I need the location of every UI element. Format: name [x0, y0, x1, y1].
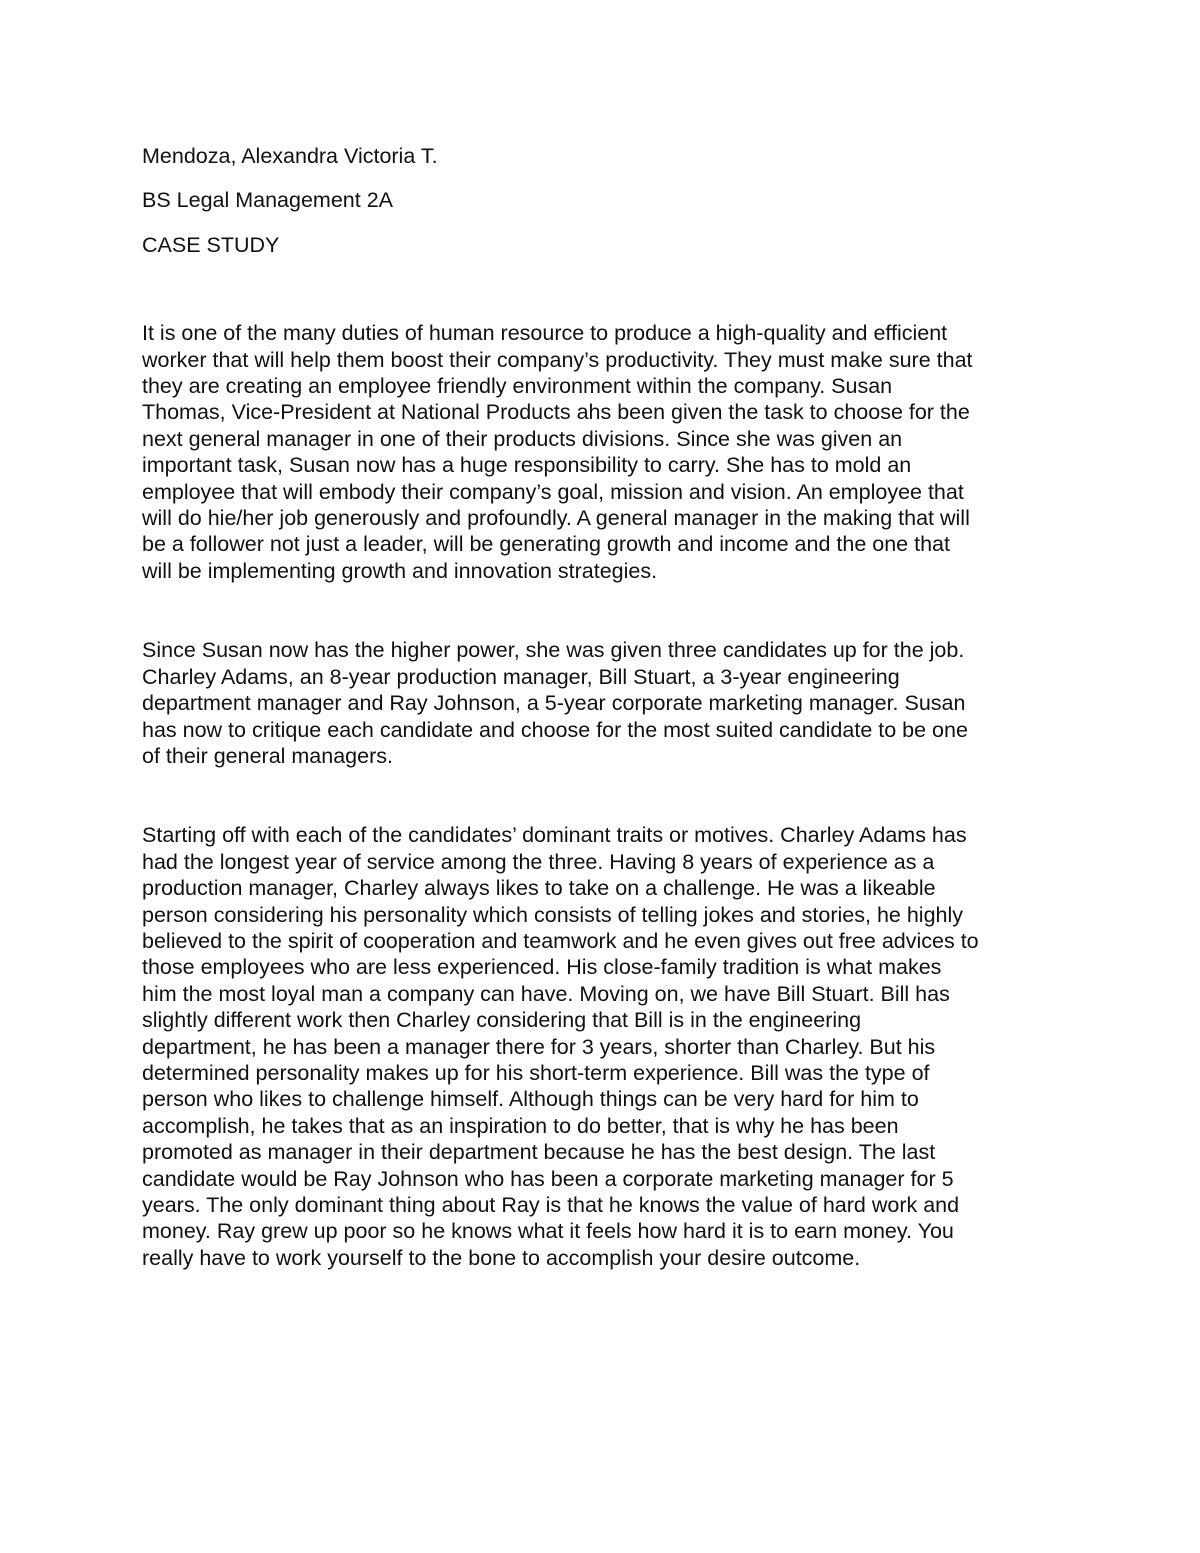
author-name: Mendoza, Alexandra Victoria T.: [142, 144, 438, 168]
paragraph-line: department, he has been a manager there for 3 years, shorter than Charley. But his: [142, 1034, 936, 1059]
paragraph-line: has now to critique each candidate and choose for the most suited candidate to be one: [142, 717, 968, 742]
paragraph-line: will do hie/her job generously and profoundly. A general manager in the making that will: [142, 506, 970, 531]
paragraph-line: of their general managers.: [142, 743, 393, 768]
course-section: BS Legal Management 2A: [142, 188, 393, 213]
paragraph-line: production manager, Charley always likes to take on a challenge. He was a likeable: [142, 876, 936, 901]
document-body: [142, 143, 1072, 1324]
paragraph-line: employee that will embody their company’s goal, mission and vision. An employee that: [142, 479, 964, 504]
paragraph-line: next general manager in one of their products divisions. Since she was given an: [142, 426, 903, 451]
paragraph-line: those employees who are less experienced. His close-family tradition is what makes: [142, 955, 942, 980]
document-header: [142, 143, 1072, 258]
paragraph-line: him the most loyal man a company can have. Moving on, we have Bill Stuart. Bill has: [142, 981, 950, 1006]
paragraph-line: money. Ray grew up poor so he knows what it feels how hard it is to earn money. You: [142, 1219, 954, 1244]
paragraph-line: department manager and Ray Johnson, a 5-year corporate marketing manager. Susan: [142, 691, 966, 716]
paragraph-line: person considering his personality which consists of telling jokes and stories, he highly: [142, 902, 964, 927]
paragraph-line: Charley Adams, an 8-year production manager, Bill Stuart, a 3-year engineering: [142, 664, 900, 689]
paragraph-line: It is one of the many duties of human resource to produce a high-quality and efficient: [142, 321, 948, 346]
paragraph-line: worker that will help them boost their company’s productivity. They must make sure that: [142, 347, 973, 372]
paragraph-line: candidate would be Ray Johnson who has been a corporate marketing manager for 5: [142, 1166, 954, 1191]
paragraph-line: accomplish, he takes that as an inspiration to do better, that is why he has been: [142, 1113, 899, 1138]
paragraph-2: [142, 637, 1072, 769]
paragraph-line: important task, Susan now has a huge responsibility to carry. She has to mold an: [142, 453, 912, 478]
paragraph-line: believed to the spirit of cooperation and teamwork and he even gives out free advices to: [142, 928, 979, 953]
paragraph-line: determined personality makes up for his short-term experience. Bill was the type of: [142, 1060, 930, 1085]
paragraph-line: years. The only dominant thing about Ray is that he knows the value of hard work and: [142, 1193, 960, 1217]
paragraph-line: person who likes to challenge himself. Although things can be very hard for him to: [142, 1087, 919, 1112]
paragraph-line: Thomas, Vice-President at National Products ahs been given the task to choose for the: [142, 400, 970, 425]
paragraph-1: [142, 320, 1072, 584]
paragraph-line: Since Susan now has the higher power, she was given three candidates up for the job.: [142, 638, 965, 663]
paragraph-line: will be implementing growth and innovation strategies.: [142, 558, 658, 583]
document-title: CASE STUDY: [142, 232, 280, 257]
paragraph-3: [142, 822, 1072, 1271]
paragraph-line: slightly different work then Charley considering that Bill is in the engineering: [142, 1008, 862, 1033]
paragraph-line: promoted as manager in their department because he has the best design. The last: [142, 1140, 936, 1165]
paragraph-line: be a follower not just a leader, will be generating growth and income and the one that: [142, 532, 950, 557]
paragraph-line: had the longest year of service among the three. Having 8 years of experience as a: [142, 849, 935, 874]
paragraph-line: really have to work yourself to the bone to accomplish your desire outcome.: [142, 1245, 861, 1270]
paragraph-line: Starting off with each of the candidates’ dominant traits or motives. Charley Adams has: [142, 823, 967, 848]
paragraph-line: they are creating an employee friendly environment within the company. Susan: [142, 374, 893, 399]
